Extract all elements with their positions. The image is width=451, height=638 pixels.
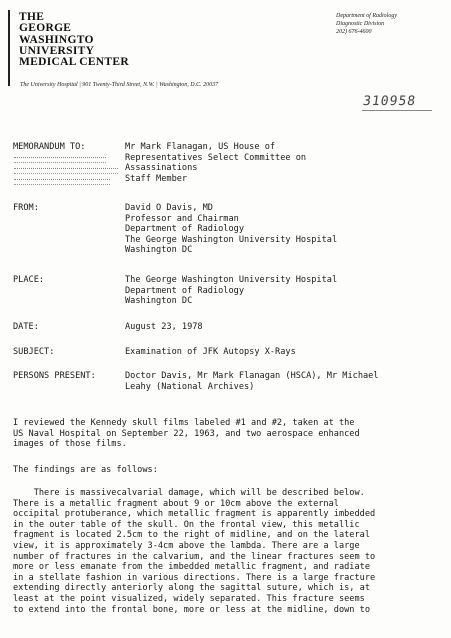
- redaction-mark: [14, 168, 118, 174]
- department-line: Diagnostic Division: [336, 21, 385, 27]
- memo-to-line: Staff Member: [125, 173, 188, 184]
- memo-place-line: Washington DC: [125, 296, 193, 307]
- body-line: occipital protuberance, which metallic fragment is apparently imbedded: [13, 509, 376, 520]
- body-line: view, it is approximately 3-4cm above the lambda. There are a large: [13, 540, 360, 551]
- memo-persons-line: Doctor Davis, Mr Mark Flanagan (HSCA), Mr Michael: [125, 371, 379, 381]
- department-block: [336, 12, 446, 36]
- memo-to-line: Representatives Select Committee on: [125, 152, 307, 163]
- body-line: I reviewed the Kennedy skull films labeled #1 and #2, taken at the: [13, 418, 355, 428]
- memo-subject-value: Examination of JFK Autopsy X-Rays: [125, 347, 296, 357]
- body-line: in the outer table of the skull. On the frontal view, this metallic: [13, 519, 360, 530]
- body-line: least at the point visualized, widely separated. This fracture seems: [13, 593, 365, 604]
- body-line: fragment is located 2.5cm to the right of midline, and on the lateral: [13, 530, 370, 541]
- memo-from-line: Department of Radiology: [125, 224, 244, 235]
- letterhead-rule: [8, 10, 10, 86]
- body-paragraph: [13, 488, 441, 615]
- body-line: There is a metallic fragment about 9 or 10cm above the external: [13, 498, 339, 509]
- body-line: extending directly anteriorly along the sagittal suture, which is, at: [13, 583, 370, 594]
- body-line: US Naval Hospital on September 22, 1963, and two aerospace enhanced: [13, 428, 360, 439]
- memo-place-value: [125, 275, 337, 307]
- institution-name: [19, 12, 169, 68]
- memo-date-label: DATE:: [13, 322, 39, 332]
- memo-place-line: Department of Radiology: [125, 285, 244, 296]
- memo-to-value: [125, 142, 306, 184]
- memo-place-line: The George Washington University Hospital: [125, 275, 338, 285]
- memo-date-value: August 23, 1978: [125, 322, 203, 332]
- body-line: images of those films.: [13, 439, 127, 450]
- body-line: There is massivecalvarial damage, which will be described below.: [13, 488, 365, 498]
- department-line: 202) 676-4600: [336, 29, 372, 35]
- institution-line: GEORGE: [19, 22, 72, 35]
- body-line: number of fractures in the calvarium, and the linear fractures seem to: [13, 551, 376, 562]
- body-line: more or less emanate from the imbedded metallic fragment, and radiate: [13, 562, 370, 573]
- memo-from-line: David O Davis, MD: [125, 203, 213, 213]
- institution-line: THE: [19, 11, 45, 23]
- body-line: in a stellate fashion in various directions. There is a large fracture: [13, 572, 376, 583]
- memo-from-value: [125, 203, 337, 256]
- department-line: Department of Radiology: [336, 13, 397, 19]
- memo-persons-line: Leahy (National Archives): [125, 381, 255, 392]
- redaction-mark: [14, 179, 110, 185]
- memo-persons-label: PERSONS PRESENT:: [13, 371, 96, 381]
- stamp-underline: [362, 110, 432, 111]
- body-line: The findings are as follows:: [13, 465, 158, 475]
- memo-from-label: FROM:: [13, 203, 39, 213]
- letterhead-address: The University Hospital | 901 Twenty-Third Street, N.W. | Washington, D.C. 20037: [20, 82, 219, 88]
- institution-line: MEDICAL CENTER: [19, 56, 129, 69]
- body-paragraph: [13, 418, 441, 450]
- memo-from-line: Professor and Chairman: [125, 213, 239, 224]
- body-line: to extend into the frontal bone, more or less at the midline, down to: [13, 604, 370, 615]
- memo-to-label: MEMORANDUM TO:: [13, 142, 86, 152]
- memo-from-line: Washington DC: [125, 245, 193, 256]
- institution-line: WASHINGTO: [19, 33, 94, 46]
- memo-to-line: Assassinations: [125, 163, 198, 174]
- redaction-mark: [14, 157, 106, 163]
- memo-subject-label: SUBJECT:: [13, 347, 55, 357]
- memo-persons-value: [125, 371, 379, 392]
- memo-from-line: The George Washington University Hospital: [125, 234, 338, 245]
- institution-line: UNIVERSITY: [19, 44, 95, 57]
- memo-to-line: Mr Mark Flanagan, US House of: [125, 142, 276, 152]
- body-paragraph: [13, 465, 441, 476]
- document-number-stamp: 310958: [361, 94, 418, 109]
- memo-place-label: PLACE:: [13, 275, 45, 285]
